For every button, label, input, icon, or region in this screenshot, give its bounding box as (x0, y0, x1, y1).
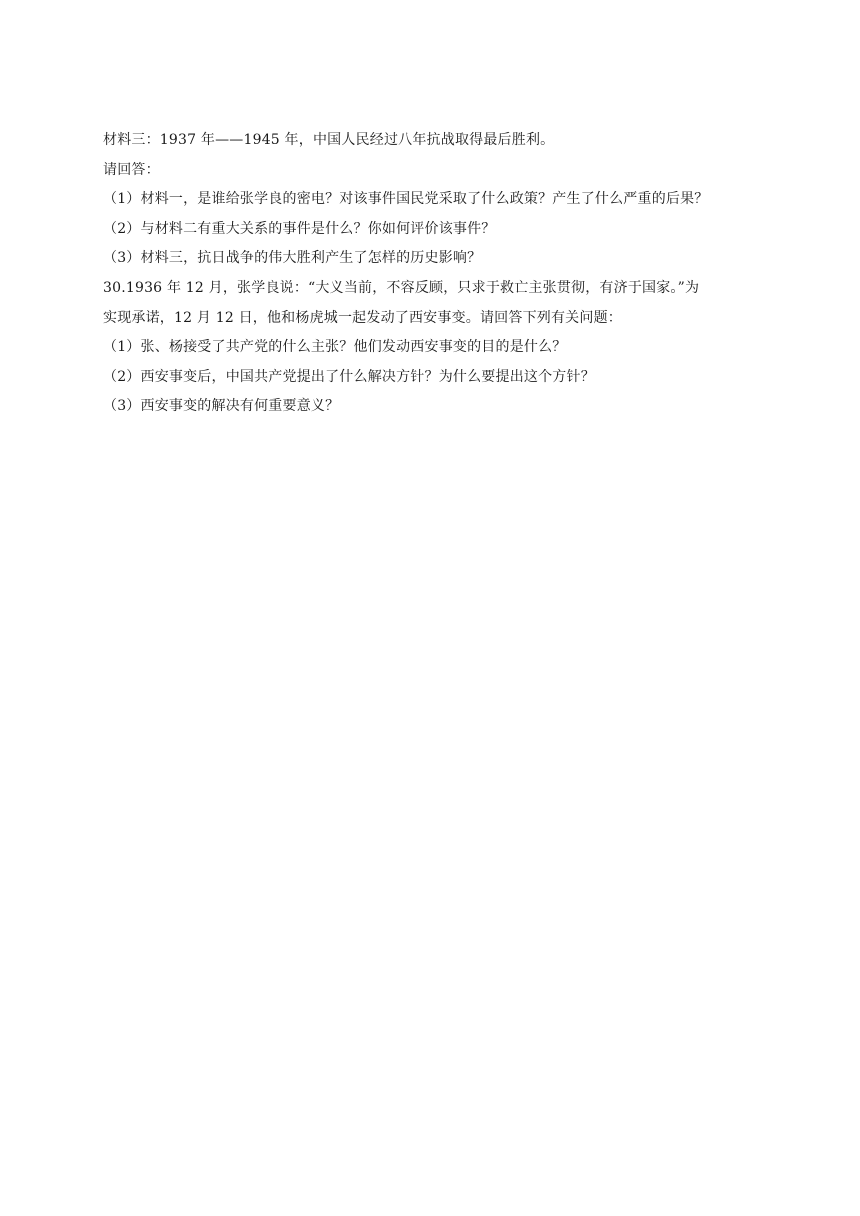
question-29-1: （1）材料一，是谁给张学良的密电？对该事件国民党采取了什么政策？产生了什么严重的后果？ (103, 191, 709, 208)
material-three-line: 材料三：1937 年——1945 年，中国人民经过八年抗战取得最后胜利。 (103, 132, 555, 148)
question-30-2: （2）西安事变后，中国共产党提出了什么解决方针？为什么要提出这个方针？ (103, 368, 595, 385)
please-answer-line: 请回答： (103, 161, 160, 178)
question-29-3: （3）材料三，抗日战争的伟大胜利产生了怎样的历史影响？ (103, 250, 482, 267)
question-29-2: （2）与材料二有重大关系的事件是什么？你如何评价该事件？ (103, 220, 496, 237)
question-30-stem-line-2: 实现承诺，12 月 12 日，他和杨虎城一起发动了西安事变。请回答下列有关问题： (103, 309, 622, 326)
question-30-stem-line-1: 30.1936 年 12 月，张学良说：“大义当前，不容反顾，只求于救亡主张贯彻，有济于国家。”为 (103, 279, 700, 296)
question-30-3: （3）西安事变的解决有何重要意义？ (103, 398, 340, 415)
question-30-1: （1）张、杨接受了共产党的什么主张？他们发动西安事变的目的是什么？ (103, 339, 567, 356)
document-body (103, 126, 763, 422)
